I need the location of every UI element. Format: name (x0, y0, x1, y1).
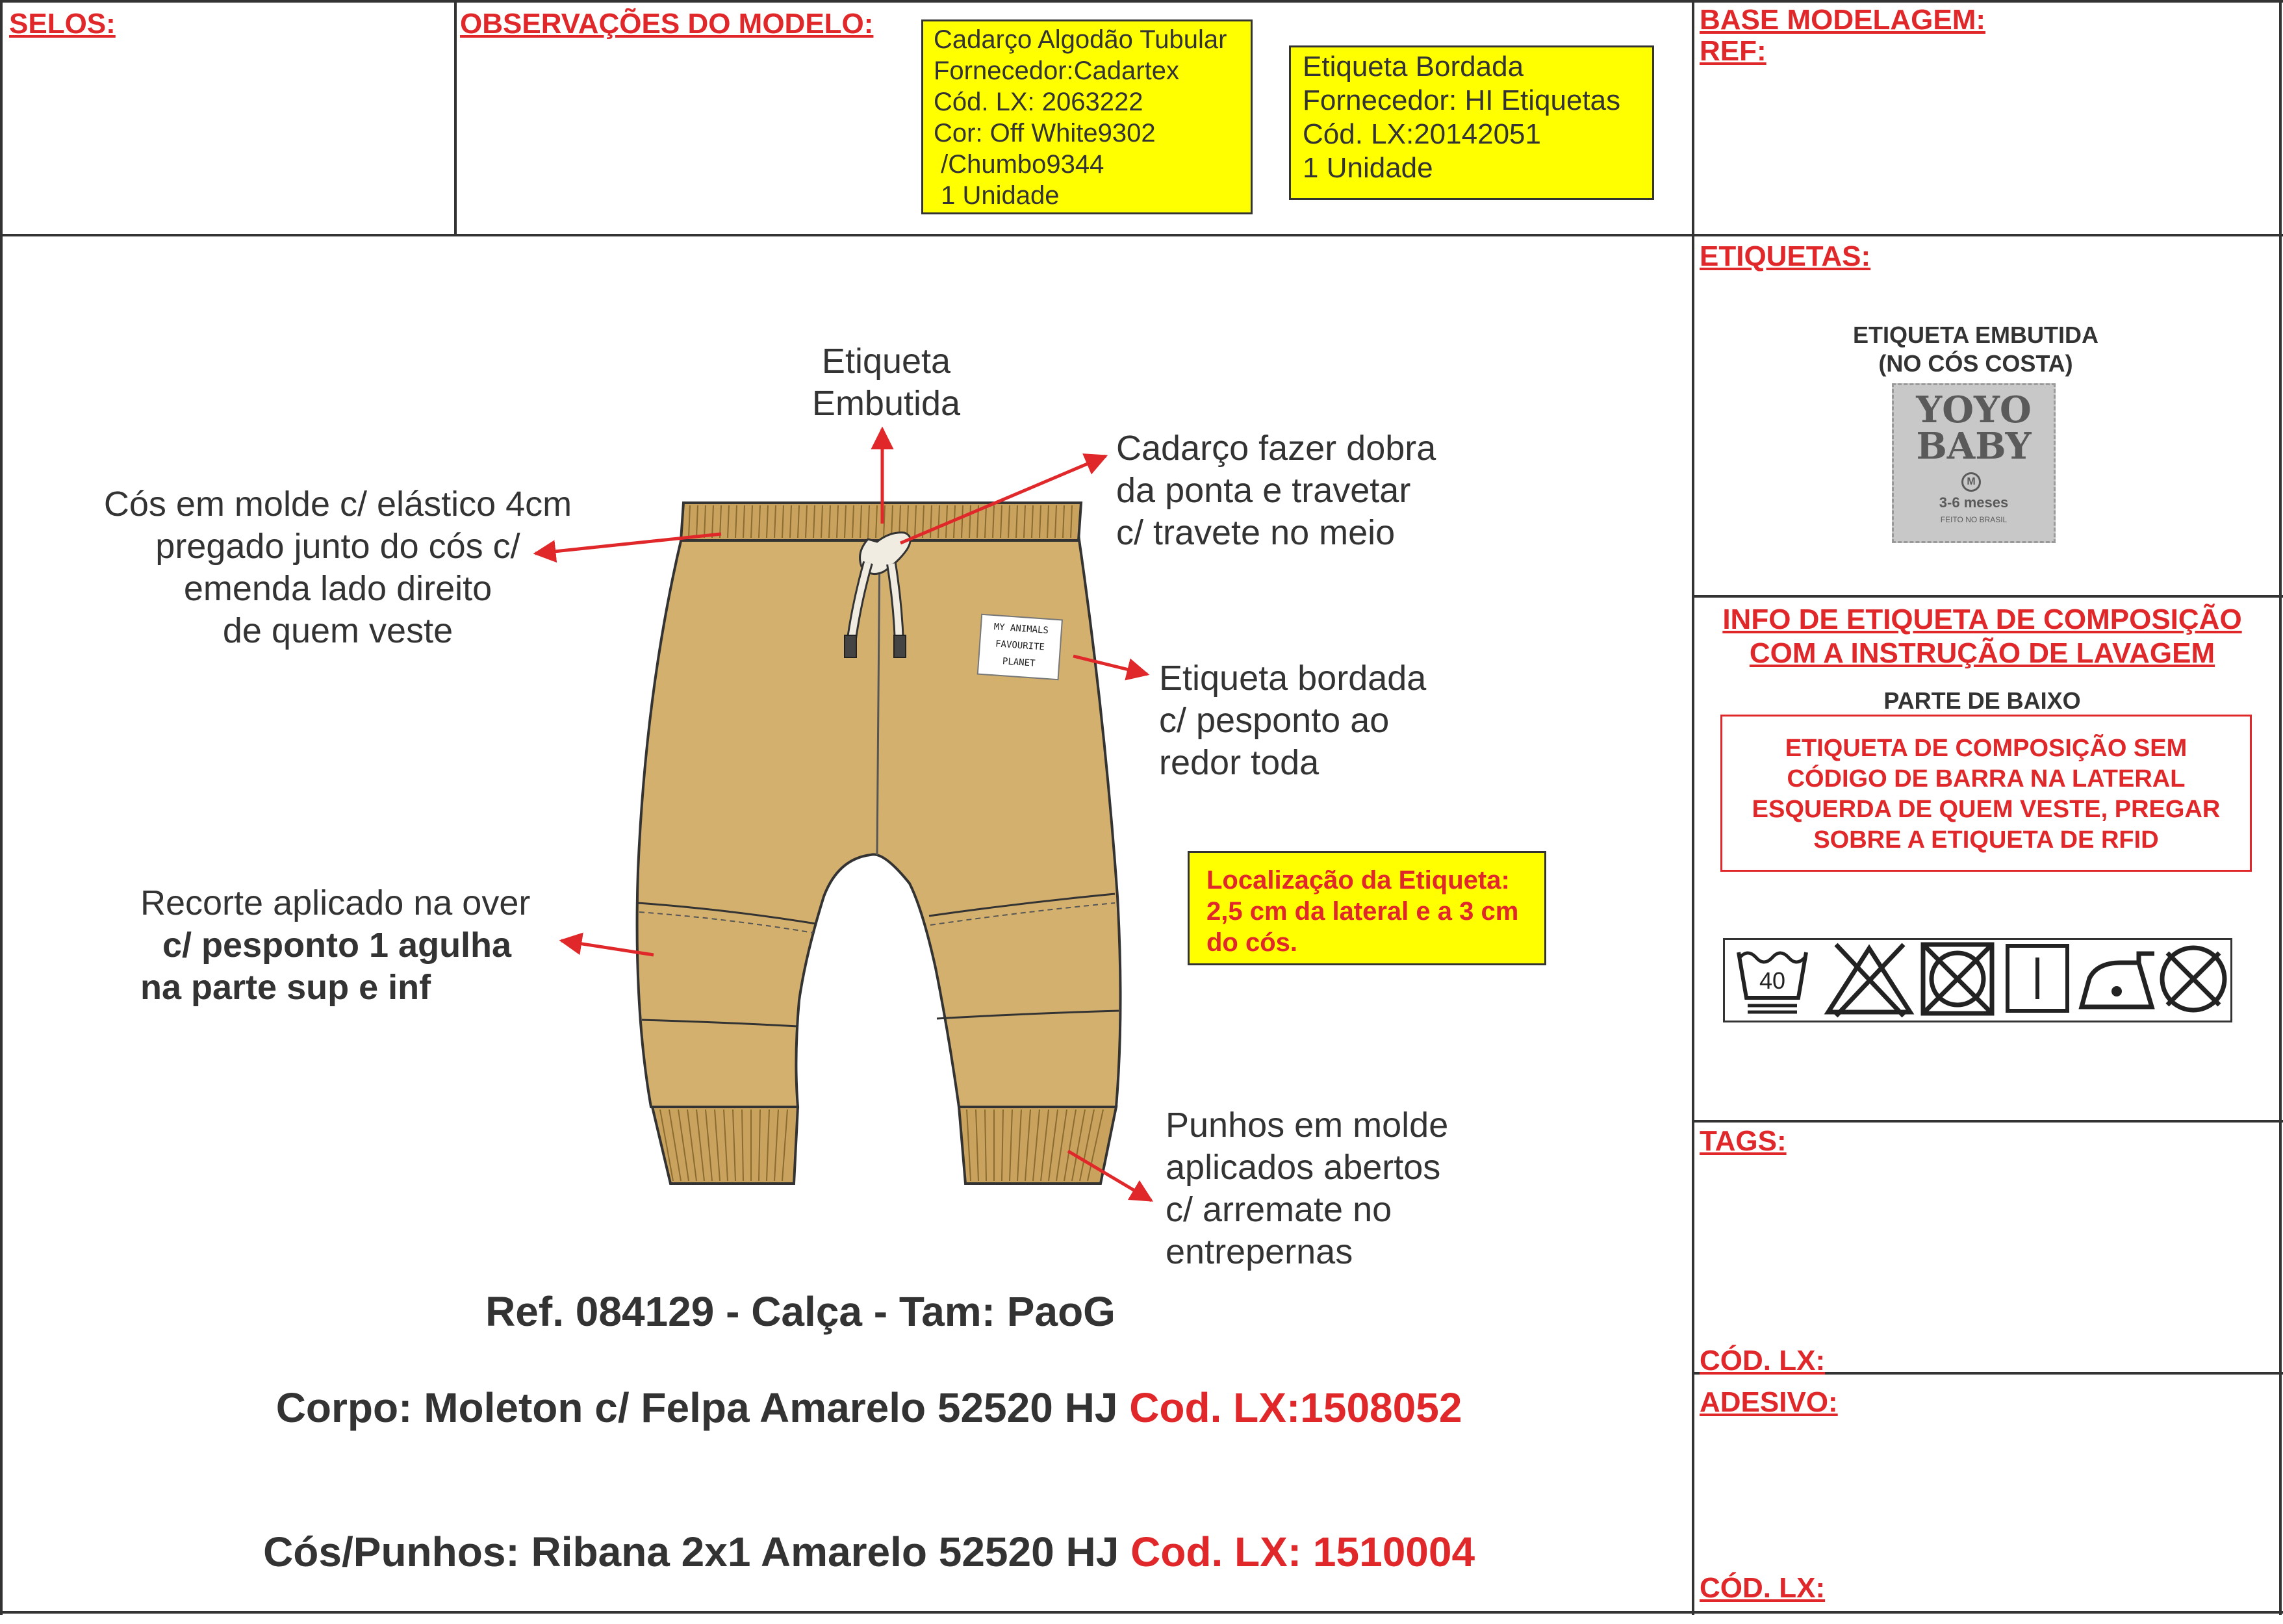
composicao-line: SOBRE A ETIQUETA DE RFID (1813, 826, 2159, 854)
callout-line: redor toda (1159, 743, 1320, 782)
localizacao-line: 2,5 cm da lateral e a 3 cm (1206, 897, 1519, 926)
base-modelagem-label: BASE MODELAGEM: (1700, 4, 1985, 36)
heading-line: COM A INSTRUÇÃO DE LAVAGEM (1749, 637, 2215, 669)
localizacao-line: Localização da Etiqueta: (1206, 866, 1510, 894)
cadarco-note-line: Fornecedor:Cadartex (934, 57, 1179, 85)
callout-etiqueta-bordada (1159, 657, 1426, 784)
callout-line: Cadarço fazer dobra (1116, 429, 1436, 468)
tags-label: TAGS: (1700, 1125, 1787, 1157)
etiquetas-label: ETIQUETAS: (1700, 240, 1871, 272)
made-in-text: FEITO NO BRASIL (1940, 515, 2008, 524)
callout-line: c/ pesponto 1 agulha (162, 926, 512, 965)
spec-block (0, 1288, 1692, 1624)
composicao-line: CÓDIGO DE BARRA NA LATERAL (1787, 765, 2186, 793)
localizacao-line: do cós. (1206, 928, 1298, 957)
no-dry-clean-icon (2156, 941, 2231, 1017)
sidebar-line-2 (1692, 595, 2283, 598)
cadarco-note-line: /Chumbo9344 (934, 150, 1104, 179)
ref-label: REF: (1700, 35, 1766, 67)
embroidered-patch (978, 615, 1062, 679)
info-composicao-heading (1694, 603, 2270, 670)
callout-etiqueta-embutida (769, 340, 1003, 425)
size-text: 3-6 meses (1939, 494, 2009, 511)
callout-line: pregado junto do cós c/ (155, 527, 520, 566)
brand-name-line: BABY (1916, 425, 2032, 468)
etiqueta-embutida-caption (1694, 321, 2257, 378)
callout-line: Cós em molde c/ elástico 4cm (103, 485, 572, 524)
size-badge (1961, 472, 1981, 492)
callout-cadarco (1116, 427, 1436, 554)
etiqueta-note-line: Cód. LX:20142051 (1303, 118, 1541, 150)
cod-lx-adesivo: CÓD. LX: (1700, 1572, 1826, 1604)
callout-line: Recorte aplicado na over (140, 883, 531, 922)
callout-punhos (1166, 1104, 1448, 1273)
cadarco-note-line: 1 Unidade (934, 181, 1060, 210)
no-bleach-icon (1820, 939, 1918, 1019)
callout-line: c/ pesponto ao (1159, 701, 1390, 740)
selos-label: SELOS: (9, 8, 116, 40)
etiqueta-note-line: 1 Unidade (1303, 152, 1433, 184)
patch-line: PLANET (1002, 656, 1036, 669)
brand-name-line: YOYO (1916, 388, 2032, 431)
composicao-line: ESQUERDA DE QUEM VESTE, PREGAR (1752, 796, 2221, 823)
corpo-line (0, 1336, 1692, 1480)
line-dry-icon (2004, 942, 2071, 1015)
size-badge-text: M (1967, 476, 1976, 487)
callout-line: da ponta e travetar (1116, 471, 1411, 510)
brand-label (1892, 383, 2056, 543)
callout-line: aplicados abertos (1166, 1148, 1441, 1187)
callout-line: Punhos em molde (1166, 1106, 1449, 1145)
cos-line (0, 1480, 1692, 1624)
etiqueta-note-line: Etiqueta Bordada (1303, 51, 1524, 82)
callout-line: Etiqueta (821, 342, 951, 381)
cos-code: Cod. LX: 1510004 (1130, 1529, 1475, 1575)
wash-40-icon (1733, 943, 1811, 1016)
no-tumble-dry-icon (1919, 939, 1996, 1019)
callout-line: de quem veste (222, 611, 453, 650)
observacoes-label: OBSERVAÇÕES DO MODELO: (460, 8, 874, 40)
adesivo-label: ADESIVO: (1700, 1386, 1838, 1418)
caption-line: ETIQUETA EMBUTIDA (1853, 322, 2098, 348)
callout-cos (78, 483, 598, 652)
callout-line: entrepernas (1166, 1232, 1353, 1271)
cadarco-note-line: Cód. LX: 2063222 (934, 88, 1143, 116)
callout-line: emenda lado direito (183, 569, 492, 608)
composicao-line: ETIQUETA DE COMPOSIÇÃO SEM (1785, 735, 2187, 762)
patch-line: FAVOURITE (995, 639, 1045, 653)
composicao-box (1720, 715, 2252, 872)
cadarco-note-line: Cor: Off White9302 (934, 119, 1156, 147)
cos-text: Cós/Punhos: Ribana 2x1 Amarelo 52520 HJ (263, 1529, 1131, 1575)
callout-line: c/ arremate no (1166, 1190, 1392, 1229)
callout-recorte (140, 882, 530, 1009)
heading-line: INFO DE ETIQUETA DE COMPOSIÇÃO (1722, 603, 2242, 635)
etiqueta-note-line: Fornecedor: HI Etiquetas (1303, 84, 1621, 116)
callout-line: Embutida (811, 384, 961, 423)
caption-line: (NO CÓS COSTA) (1878, 350, 2073, 377)
callout-line: c/ travete no meio (1116, 513, 1396, 552)
patch-line: MY ANIMALS (993, 622, 1049, 636)
sidebar-line-1 (1692, 234, 2283, 236)
callout-line: Etiqueta bordada (1159, 659, 1427, 698)
wash-temperature: 40 (1759, 967, 1786, 994)
ref-line: Ref. 084129 - Calça - Tam: PaoG (485, 1288, 1116, 1335)
sidebar-line-3 (1692, 1120, 2283, 1123)
corpo-text: Corpo: Moleton c/ Felpa Amarelo 52520 HJ (275, 1384, 1130, 1431)
cod-lx-tags: CÓD. LX: (1700, 1345, 1826, 1377)
iron-low-icon (2075, 945, 2160, 1015)
parte-de-baixo: PARTE DE BAIXO (1883, 687, 2081, 714)
cadarco-note-line: Cadarço Algodão Tubular (934, 25, 1227, 54)
corpo-code: Cod. LX:1508052 (1129, 1384, 1462, 1431)
localizacao-note (1188, 851, 1546, 965)
callout-line: na parte sup e inf (140, 968, 431, 1007)
